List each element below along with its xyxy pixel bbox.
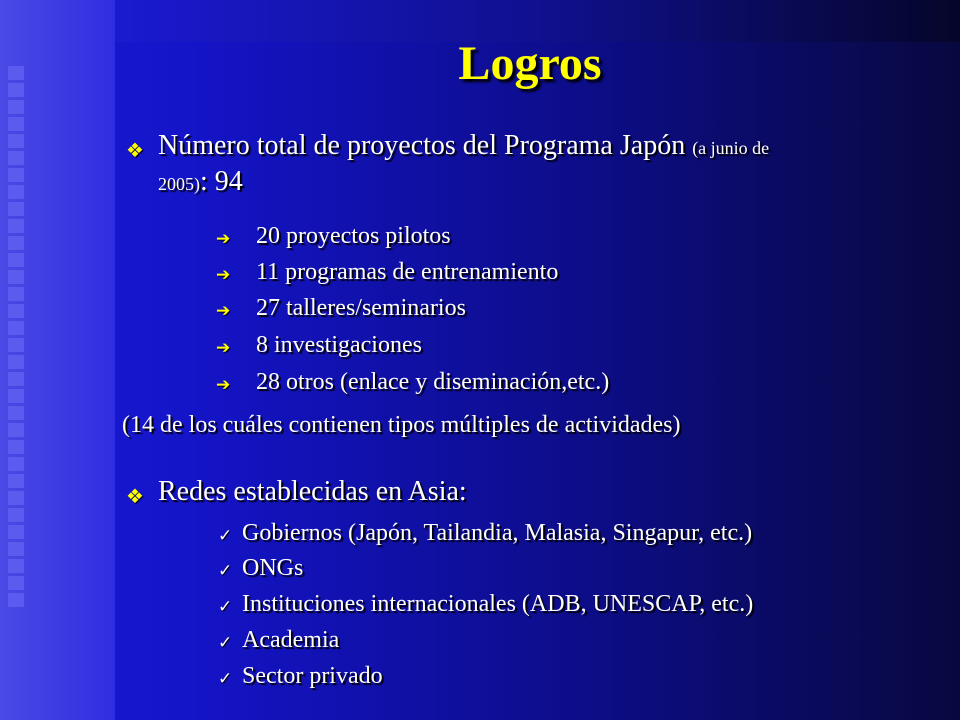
decorative-square [8, 100, 24, 114]
arrow-bullet-icon: ➔ [216, 338, 231, 357]
decorative-square [8, 542, 24, 556]
decorative-square [8, 525, 24, 539]
decorative-square [8, 372, 24, 386]
decorative-square [8, 355, 24, 369]
checkmark-icon: ✓ [218, 561, 233, 580]
list-item: Instituciones internacionales (ADB, UNESCAP, etc.) [242, 591, 754, 617]
section1-total-count: : 94 [200, 166, 243, 197]
decorative-square [8, 270, 24, 284]
decorative-square [8, 576, 24, 590]
section1-line2 [158, 166, 243, 198]
decorative-square [8, 185, 24, 199]
list-item: Sector privado [242, 663, 383, 689]
section1-note: (14 de los cuáles contienen tipos múltiples de actividades) [122, 412, 681, 438]
checkmark-icon: ✓ [218, 526, 233, 545]
decorative-square [8, 508, 24, 522]
decorative-square [8, 168, 24, 182]
arrow-bullet-icon: ➔ [216, 375, 231, 394]
arrow-bullet-icon: ➔ [216, 265, 231, 284]
decorative-square [8, 219, 24, 233]
checkmark-icon: ✓ [218, 597, 233, 616]
section1-line1-small: (a junio de [692, 138, 770, 158]
list-item: 11 programas de entrenamiento [256, 259, 559, 285]
decorative-square [8, 491, 24, 505]
arrow-bullet-icon: ➔ [216, 229, 231, 248]
decorative-square [8, 151, 24, 165]
slide-title: Logros [458, 37, 602, 90]
decorative-square [8, 202, 24, 216]
section1-line1-text: Número total de proyectos del Programa Japón [158, 130, 686, 161]
list-item: 20 proyectos pilotos [256, 223, 451, 249]
arrow-bullet-icon: ➔ [216, 301, 231, 320]
decorative-square [8, 117, 24, 131]
list-item: 27 talleres/seminarios [256, 295, 466, 321]
decorative-square [8, 134, 24, 148]
decorative-square [8, 66, 24, 80]
decorative-square [8, 559, 24, 573]
list-item: 8 investigaciones [256, 332, 422, 358]
decorative-square [8, 304, 24, 318]
decorative-squares [8, 66, 28, 610]
decorative-square [8, 474, 24, 488]
decorative-square [8, 440, 24, 454]
decorative-square [8, 389, 24, 403]
checkmark-icon: ✓ [218, 633, 233, 652]
decorative-square [8, 83, 24, 97]
section1-line1 [158, 130, 769, 162]
decorative-square [8, 253, 24, 267]
decorative-square [8, 406, 24, 420]
section1-line2-small: 2005) [158, 174, 200, 194]
diamond-bullet-icon: ❖ [126, 486, 144, 508]
list-item: Gobiernos (Japón, Tailandia, Malasia, Singapur, etc.) [242, 520, 753, 546]
list-item: ONGs [242, 555, 304, 581]
section2-heading: Redes establecidas en Asia: [158, 476, 467, 507]
decorative-square [8, 236, 24, 250]
decorative-square [8, 593, 24, 607]
list-item: 28 otros (enlace y diseminación,etc.) [256, 369, 610, 395]
decorative-square [8, 457, 24, 471]
list-item: Academia [242, 627, 340, 653]
left-decorative-strip [0, 0, 115, 720]
decorative-square [8, 338, 24, 352]
decorative-square [8, 287, 24, 301]
diamond-bullet-icon: ❖ [126, 140, 144, 162]
checkmark-icon: ✓ [218, 669, 233, 688]
decorative-square [8, 321, 24, 335]
decorative-square [8, 423, 24, 437]
